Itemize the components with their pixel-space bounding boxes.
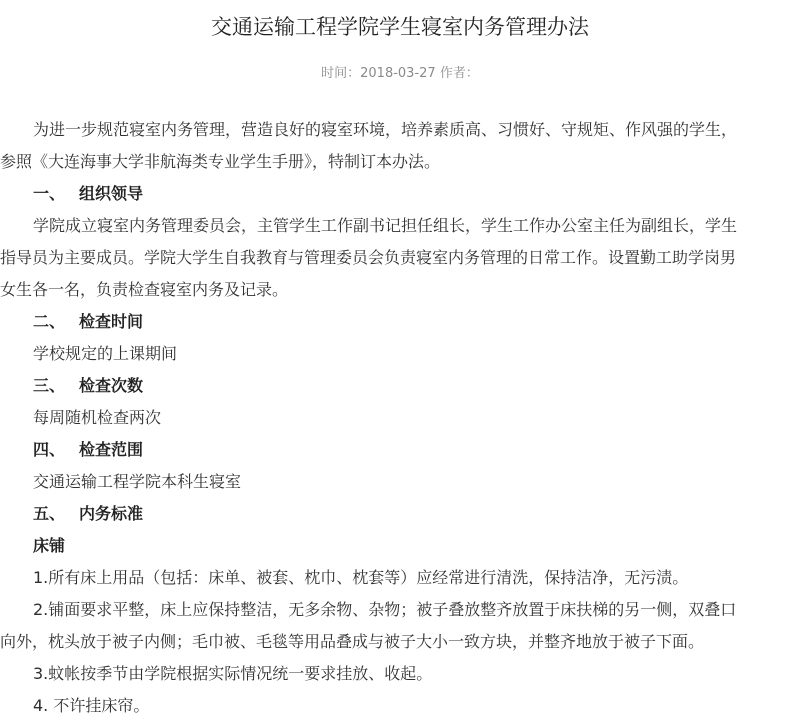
time-label: 时间： [321,66,361,81]
subsection-heading-bed: 床铺 [33,536,66,555]
article-body [0,114,800,722]
section-number: 三、 [33,376,66,395]
publish-date: 2018-03-27 [360,66,436,81]
section-organization-line-1: 学院成立寝室内务管理委员会，主管学生工作副书记担任组长，学生工作办公室主任为副组长，学生 [33,216,738,235]
bed-rule-2-line-1: 2.铺面要求平整，床上应保持整洁，无多余物、杂物；被子叠放整齐放置于床扶梯的另一侧，双叠口 [33,600,737,619]
section-heading-check-frequency [0,370,800,402]
section-title: 内务标准 [79,504,144,523]
section-check-time-body: 学校规定的上课期间 [33,344,178,363]
section-organization-line-3: 女生各一名，负责检查寝室内务及记录。 [0,280,289,299]
bed-rule-4: 4. 不许挂床帘。 [33,696,150,715]
section-number: 四、 [33,440,66,459]
section-title: 检查次数 [79,376,144,395]
intro-paragraph-line-1: 为进一步规范寝室内务管理，营造良好的寝室环境，培养素质高、习惯好、守规矩、作风强的学生， [33,120,738,139]
section-check-frequency-body: 每周随机检查两次 [33,408,162,427]
section-number: 二、 [33,312,66,331]
section-organization-line-2: 指导员为主要成员。学院大学生自我教育与管理委员会负责寝室内务管理的日常工作。设置勤工助学岗男 [0,248,737,267]
author-label: 作者： [439,66,479,81]
intro-paragraph-line-2: 参照《大连海事大学非航海类专业学生手册》，特制订本办法。 [0,152,441,171]
bed-rule-3: 3.蚊帐按季节由学院根据实际情况统一要求挂放、收起。 [33,664,433,683]
section-number: 一、 [33,184,66,203]
section-number: 五、 [33,504,66,523]
section-heading-organization [0,178,800,210]
article-meta [0,64,800,84]
section-heading-check-time [0,306,800,338]
section-title: 检查时间 [79,312,144,331]
section-title: 组织领导 [79,184,144,203]
section-title: 检查范围 [79,440,144,459]
article-title: 交通运输工程学院学生寝室内务管理办法 [211,15,589,39]
section-heading-check-scope [0,434,800,466]
bed-rule-2-line-2: 向外，枕头放于被子内侧；毛巾被、毛毯等用品叠成与被子大小一致方块，并整齐地放于被子下面。 [0,632,705,651]
section-check-scope-body: 交通运输工程学院本科生寝室 [33,472,242,491]
bed-rule-1: 1.所有床上用品（包括：床单、被套、枕巾、枕套等）应经常进行清洗，保持洁净，无污渍。 [33,568,689,587]
section-heading-standards [0,498,800,530]
